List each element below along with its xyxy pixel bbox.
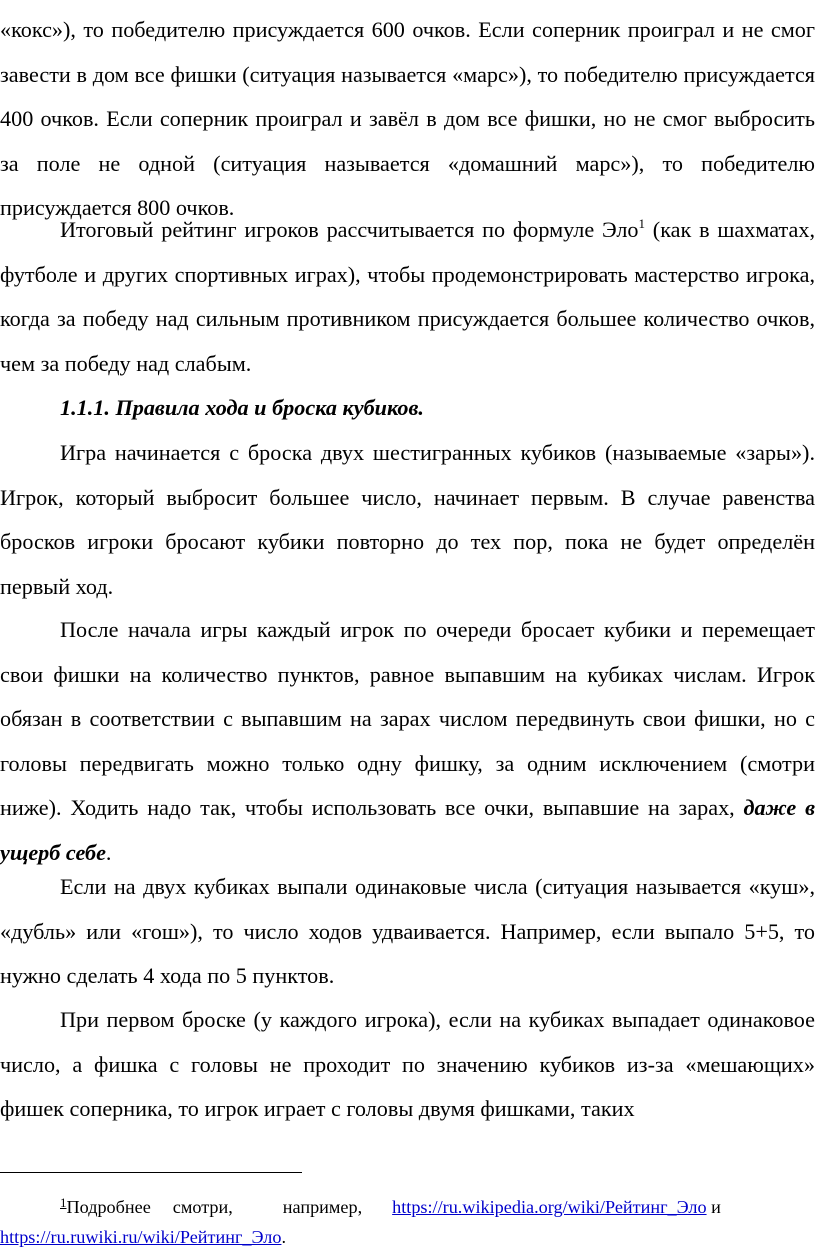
footnote-line-2	[0, 1222, 815, 1252]
footnote-link-ruwiki[interactable]: https://ru.ruwiki.ru/wiki/Рейтинг_Эло	[0, 1227, 282, 1247]
moves-text: После начала игры каждый игрок по очереди бросает кубики и перемещает свои фишки на количество пунктов, равное выпавшим на кубиках числам. Игрок обязан в соответствии с выпавшим на зарах числом передвинуть свои фишки, но с головы передвигать можно только одну фишку, за одним исключением (смотри ниже). Ходить надо так, чтобы использовать все очки, выпавшие на зарах,	[0, 617, 815, 821]
footnote-divider	[0, 1172, 302, 1173]
footnote-line-1	[0, 1188, 815, 1222]
footnote-number: 1	[60, 1195, 67, 1210]
paragraph-scoring-text: «кокс»), то победителю присуждается 600 очков. Если соперник проиграл и не смог завести в дом все фишки (ситуация называется «марс»), то победителю присуждается 400 очков. Если соперник проиграл и завёл в дом все фишки, но не смог выбросить за поле не одной (ситуация называется «домашний марс»), то победителю присуждается 800 очков.	[0, 17, 815, 221]
elo-text-start: Итоговый рейтинг игроков рассчитывается по формуле Эло	[60, 217, 639, 242]
footnote	[0, 1188, 815, 1252]
footnote-text-b: смотри,	[172, 1197, 233, 1217]
paragraph-first-throw-text: При первом броске (у каждого игрока), если на кубиках выпадает одинаковое число, а фишка с головы не проходит по значению кубиков из-за «мешающих» фишек соперника, то игрок играет с головы двумя фишками, таких	[0, 1007, 815, 1122]
footnote-reference[interactable]: 1	[638, 216, 645, 231]
paragraph-game-start-text: Игра начинается с броска двух шестигранных кубиков (называемые «зары»). Игрок, который выбросит большее число, начинает первым. В случае равенства бросков игроки бросают кубики повторно до тех пор, пока не будет определён первый ход.	[0, 440, 815, 599]
paragraph-moves	[0, 608, 815, 876]
paragraph-scoring	[0, 8, 815, 231]
paragraph-game-start	[0, 431, 815, 609]
paragraph-first-throw	[0, 998, 815, 1132]
paragraph-elo-rating	[0, 208, 815, 386]
footnote-text-c: например,	[282, 1197, 363, 1217]
footnote-text-a: Подробнее	[66, 1197, 151, 1217]
emphasis-text: даже в ущерб себе	[0, 795, 815, 865]
section-heading: 1.1.1. Правила хода и броска кубиков.	[60, 395, 424, 420]
footnote-conjunction: и	[706, 1197, 721, 1217]
footnote-link-wikipedia[interactable]: https://ru.wikipedia.org/wiki/Рейтинг_Эло	[392, 1197, 707, 1217]
paragraph-doubles-text: Если на двух кубиках выпали одинаковые числа (ситуация называется «куш», «дубль» или «гош»), то число ходов удваивается. Например, если выпало 5+5, то нужно сделать 4 хода по 5 пунктов.	[0, 874, 815, 989]
paragraph-doubles	[0, 865, 815, 999]
elo-text-end: (как в шахматах, футболе и других спортивных играх), чтобы продемонстрировать мастерство игрока, когда за победу над сильным противником присуждается большее количество очков, чем за победу над слабым.	[0, 217, 815, 376]
moves-text-end: .	[105, 839, 112, 865]
footnote-end: .	[281, 1227, 286, 1247]
